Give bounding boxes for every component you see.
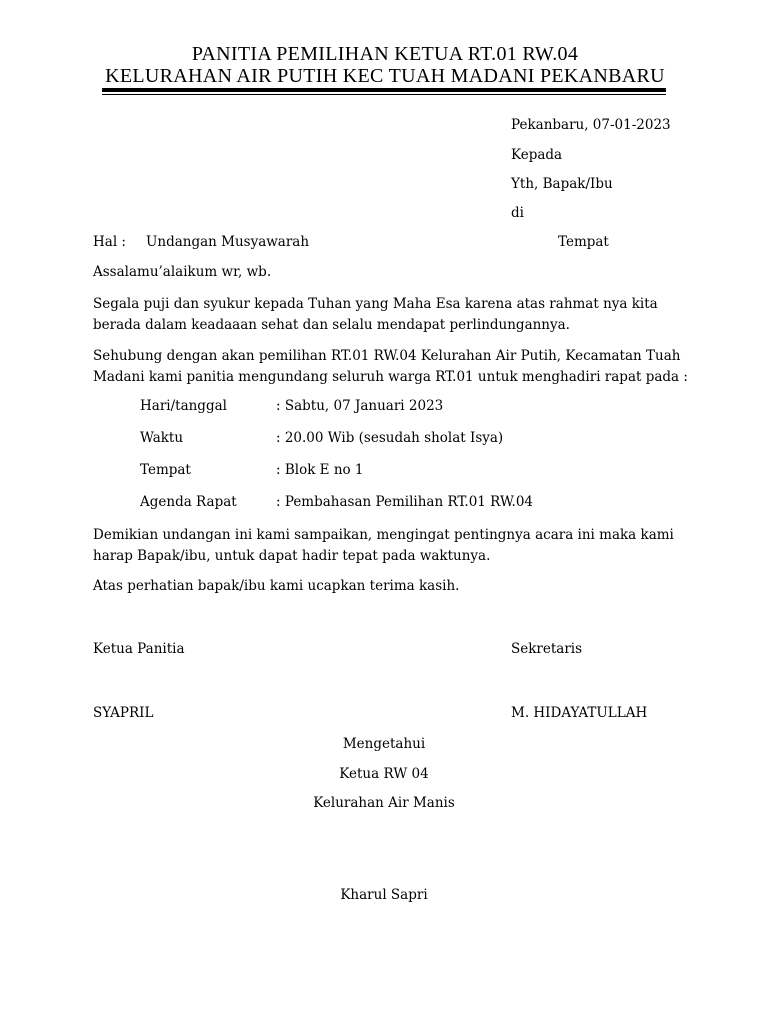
place-date: Pekanbaru, 07-01-2023 — [511, 117, 671, 133]
letterhead-rule-thick — [102, 88, 666, 92]
detail-label-date: Hari/tanggal — [140, 398, 227, 414]
paragraph-line: harap Bapak/ibu, untuk dapat hadir tepat pada waktunya. — [93, 548, 491, 564]
paragraph-opening — [93, 294, 673, 336]
recipient-place: Tempat — [558, 234, 609, 250]
detail-value-date: : Sabtu, 07 Januari 2023 — [276, 398, 444, 414]
thanks-line: Atas perhatian bapak/ibu kami ucapkan terima kasih. — [93, 578, 460, 594]
paragraph-invitation — [93, 346, 688, 388]
letterhead-title: PANITIA PEMILIHAN KETUA RT.01 RW.04 — [191, 43, 579, 65]
paragraph-line: Demikian undangan ini kami sampaikan, mengingat pentingnya acara ini maka kami — [93, 527, 674, 543]
recipient-name: Yth, Bapak/Ibu — [511, 176, 613, 192]
signature-title-rw: Ketua RW 04 — [339, 766, 429, 782]
subject-label: Hal : — [93, 234, 126, 250]
paragraph-line: Madani kami panitia mengundang seluruh warga RT.01 untuk menghadiri rapat pada : — [93, 369, 688, 385]
acknowledged-label: Mengetahui — [342, 736, 426, 752]
paragraph-line: berada dalam keadaaan sehat dan selalu mendapat perlindungannya. — [93, 317, 570, 333]
detail-label-agenda: Agenda Rapat — [140, 494, 237, 510]
signature-area-rw: Kelurahan Air Manis — [313, 795, 455, 811]
greeting: Assalamu’alaikum wr, wb. — [93, 264, 272, 280]
signature-title-secretary: Sekretaris — [511, 641, 583, 657]
recipient-at: di — [511, 205, 524, 221]
paragraph-closing — [93, 525, 673, 567]
detail-value-place: : Blok E no 1 — [276, 462, 364, 478]
detail-label-place: Tempat — [140, 462, 191, 478]
paragraph-line: Segala puji dan syukur kepada Tuhan yang Maha Esa karena atas rahmat nya kita — [93, 296, 658, 312]
recipient-to: Kepada — [511, 147, 563, 163]
detail-value-agenda: : Pembahasan Pemilihan RT.01 RW.04 — [276, 494, 534, 510]
signature-title-chair: Ketua Panitia — [93, 641, 185, 657]
subject-value: Undangan Musyawarah — [146, 234, 310, 250]
paragraph-line: Sehubung dengan akan pemilihan RT.01 RW.04 Kelurahan Air Putih, Kecamatan Tuah — [93, 348, 681, 364]
letterhead-subtitle: KELURAHAN AIR PUTIH KEC TUAH MADANI PEKANBARU — [105, 65, 665, 87]
detail-value-time: : 20.00 Wib (sesudah sholat Isya) — [276, 430, 504, 446]
signature-name-secretary: M. HIDAYATULLAH — [511, 705, 648, 721]
signature-name-rw: Kharul Sapri — [340, 887, 428, 903]
detail-label-time: Waktu — [140, 430, 184, 446]
signature-name-chair: SYAPRIL — [93, 705, 154, 721]
letterhead-rule-thin — [102, 94, 666, 95]
